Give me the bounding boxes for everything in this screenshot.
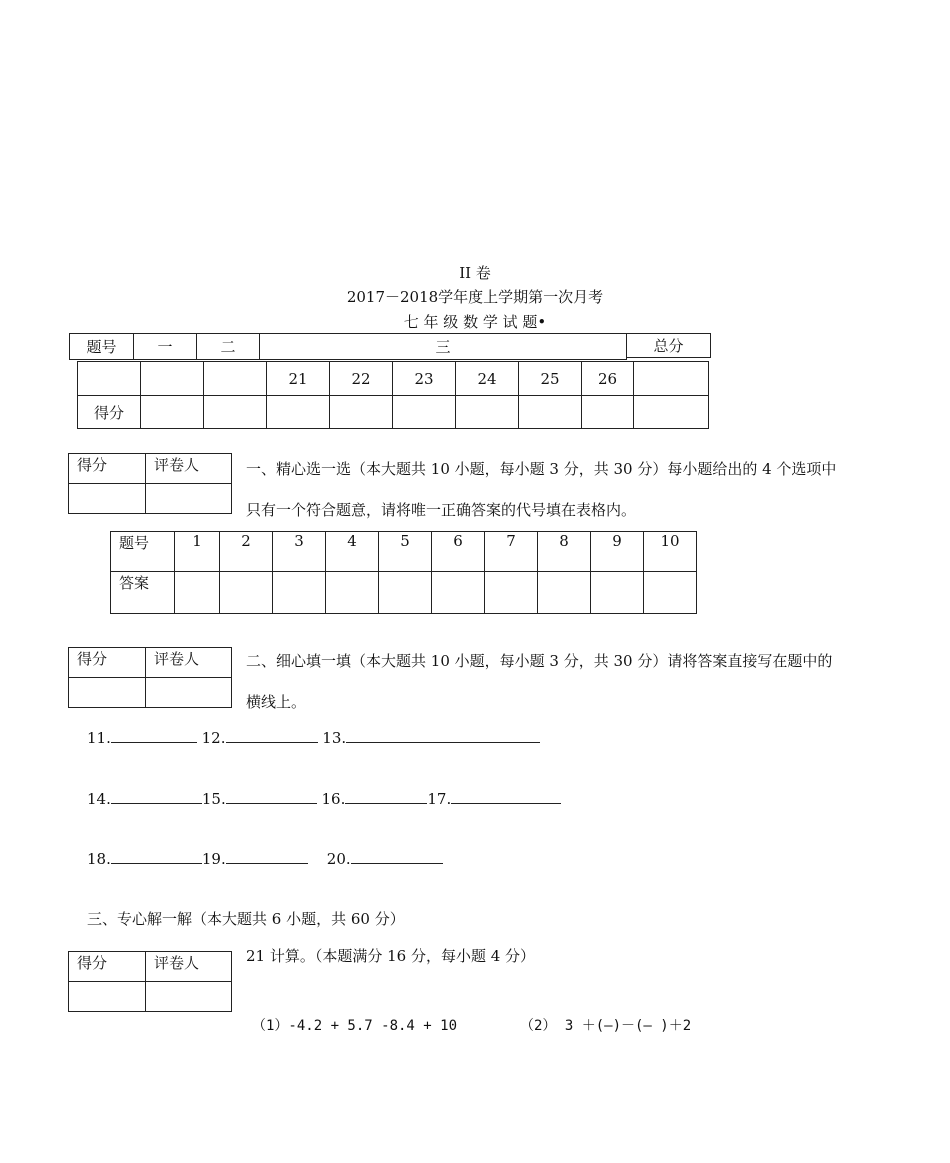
score-cell[interactable] bbox=[456, 396, 519, 429]
answer-header-cell: 3 bbox=[273, 532, 326, 572]
answer-header-cell: 1 bbox=[175, 532, 220, 572]
answer-blank[interactable] bbox=[226, 728, 318, 743]
answer-cell[interactable] bbox=[175, 572, 220, 614]
score-cell bbox=[204, 362, 267, 396]
section1-instructions-line1: 一、精心选一选（本大题共 10 小题，每小题 3 分，共 30 分）每小题给出的 4 个选项中 bbox=[246, 460, 837, 478]
answer-cell[interactable] bbox=[644, 572, 697, 614]
answer-blank[interactable] bbox=[111, 789, 202, 804]
section2-instructions-line1: 二、细心填一填（本大题共 10 小题，每小题 3 分，共 30 分）请将答案直接写在题中的 bbox=[246, 652, 833, 670]
grader-name-cell[interactable] bbox=[146, 678, 232, 708]
exam-title: 2017－2018学年度上学期第一次月考 bbox=[346, 288, 604, 306]
grader-box-3 bbox=[68, 951, 232, 1012]
answer-cell[interactable] bbox=[326, 572, 379, 614]
question-number: 18. bbox=[87, 850, 111, 868]
score-cell[interactable] bbox=[330, 396, 393, 429]
answer-header-cell: 4 bbox=[326, 532, 379, 572]
score-header-cell: 题号 bbox=[70, 334, 134, 360]
question-number: 11. bbox=[87, 729, 111, 747]
score-header-cell: 总分 bbox=[627, 334, 711, 358]
fill-row-2 bbox=[87, 789, 561, 808]
score-header-cell: 一 bbox=[134, 334, 197, 360]
answer-header-cell: 8 bbox=[538, 532, 591, 572]
score-cell: 22 bbox=[330, 362, 393, 396]
score-cell[interactable] bbox=[393, 396, 456, 429]
score-row-label: 得分 bbox=[78, 396, 141, 429]
subject-title: 七 年 级 数 学 试 题• bbox=[403, 313, 547, 331]
answer-header-cell: 7 bbox=[485, 532, 538, 572]
question-number: 15. bbox=[201, 790, 226, 808]
answer-header-cell: 5 bbox=[379, 532, 432, 572]
answer-blank[interactable] bbox=[451, 789, 561, 804]
answer-header-cell: 10 bbox=[644, 532, 697, 572]
grader-score-label: 得分 bbox=[69, 454, 146, 484]
score-cell[interactable] bbox=[141, 396, 204, 429]
section2-instructions-line2: 横线上。 bbox=[246, 693, 307, 711]
answer-cell[interactable] bbox=[485, 572, 538, 614]
score-cell: 26 bbox=[582, 362, 634, 396]
score-table-total bbox=[626, 333, 711, 358]
grader-score-label: 得分 bbox=[69, 648, 146, 678]
grader-score-cell[interactable] bbox=[69, 982, 146, 1012]
answer-blank[interactable] bbox=[226, 849, 308, 864]
answer-header-cell: 题号 bbox=[111, 532, 175, 572]
grader-box-1 bbox=[68, 453, 232, 514]
section1-instructions-line2: 只有一个符合题意，请将唯一正确答案的代号填在表格内。 bbox=[246, 501, 637, 519]
question-number: 16. bbox=[321, 790, 346, 808]
grader-score-label: 得分 bbox=[69, 952, 146, 982]
score-table-header bbox=[69, 333, 627, 360]
answer-table bbox=[110, 531, 697, 614]
answer-cell[interactable] bbox=[591, 572, 644, 614]
answer-header-cell: 6 bbox=[432, 532, 485, 572]
question-number: 17. bbox=[427, 790, 452, 808]
question-number: 12. bbox=[201, 729, 226, 747]
volume-title: II 卷 bbox=[459, 264, 491, 282]
answer-cell[interactable] bbox=[379, 572, 432, 614]
grader-name-label: 评卷人 bbox=[146, 648, 232, 678]
answer-cell[interactable] bbox=[273, 572, 326, 614]
score-cell bbox=[141, 362, 204, 396]
grader-name-label: 评卷人 bbox=[146, 454, 232, 484]
question-number: 20. bbox=[326, 850, 351, 868]
score-cell[interactable] bbox=[519, 396, 582, 429]
grader-box-2 bbox=[68, 647, 232, 708]
score-cell bbox=[78, 362, 141, 396]
question-number: 14. bbox=[87, 790, 111, 808]
section3-title: 三、专心解一解（本大题共 6 小题，共 60 分） bbox=[87, 910, 405, 928]
score-cell: 23 bbox=[393, 362, 456, 396]
answer-cell[interactable] bbox=[538, 572, 591, 614]
score-cell bbox=[634, 362, 709, 396]
answer-blank[interactable] bbox=[345, 789, 427, 804]
grader-name-label: 评卷人 bbox=[146, 952, 232, 982]
answer-header-cell: 9 bbox=[591, 532, 644, 572]
score-cell[interactable] bbox=[204, 396, 267, 429]
score-cell: 25 bbox=[519, 362, 582, 396]
score-cell[interactable] bbox=[634, 396, 709, 429]
score-cell[interactable] bbox=[582, 396, 634, 429]
answer-cell[interactable] bbox=[432, 572, 485, 614]
answer-blank[interactable] bbox=[351, 849, 443, 864]
answer-row-label: 答案 bbox=[111, 572, 175, 614]
problem-21-1: （1）-4.2 + 5.7 -8.4 + 10 bbox=[252, 1018, 458, 1034]
score-cell: 21 bbox=[267, 362, 330, 396]
grader-score-cell[interactable] bbox=[69, 484, 146, 514]
answer-blank[interactable] bbox=[111, 728, 197, 743]
score-table bbox=[77, 361, 709, 429]
fill-row-1 bbox=[87, 728, 540, 747]
grader-score-cell[interactable] bbox=[69, 678, 146, 708]
problem-21-2: （2） 3 ＋(—)－(— )＋2 bbox=[520, 1018, 692, 1034]
answer-blank[interactable] bbox=[346, 728, 540, 743]
answer-header-cell: 2 bbox=[220, 532, 273, 572]
answer-blank[interactable] bbox=[111, 849, 202, 864]
question-number: 19. bbox=[201, 850, 226, 868]
question-21-title: 21 计算。（本题满分 16 分，每小题 4 分） bbox=[246, 947, 536, 965]
fill-row-3 bbox=[87, 849, 443, 868]
answer-blank[interactable] bbox=[226, 789, 317, 804]
grader-name-cell[interactable] bbox=[146, 484, 232, 514]
score-cell: 24 bbox=[456, 362, 519, 396]
score-header-cell: 三 bbox=[260, 334, 627, 360]
score-header-cell: 二 bbox=[197, 334, 260, 360]
score-cell[interactable] bbox=[267, 396, 330, 429]
grader-name-cell[interactable] bbox=[146, 982, 232, 1012]
answer-cell[interactable] bbox=[220, 572, 273, 614]
question-number: 13. bbox=[322, 729, 347, 747]
